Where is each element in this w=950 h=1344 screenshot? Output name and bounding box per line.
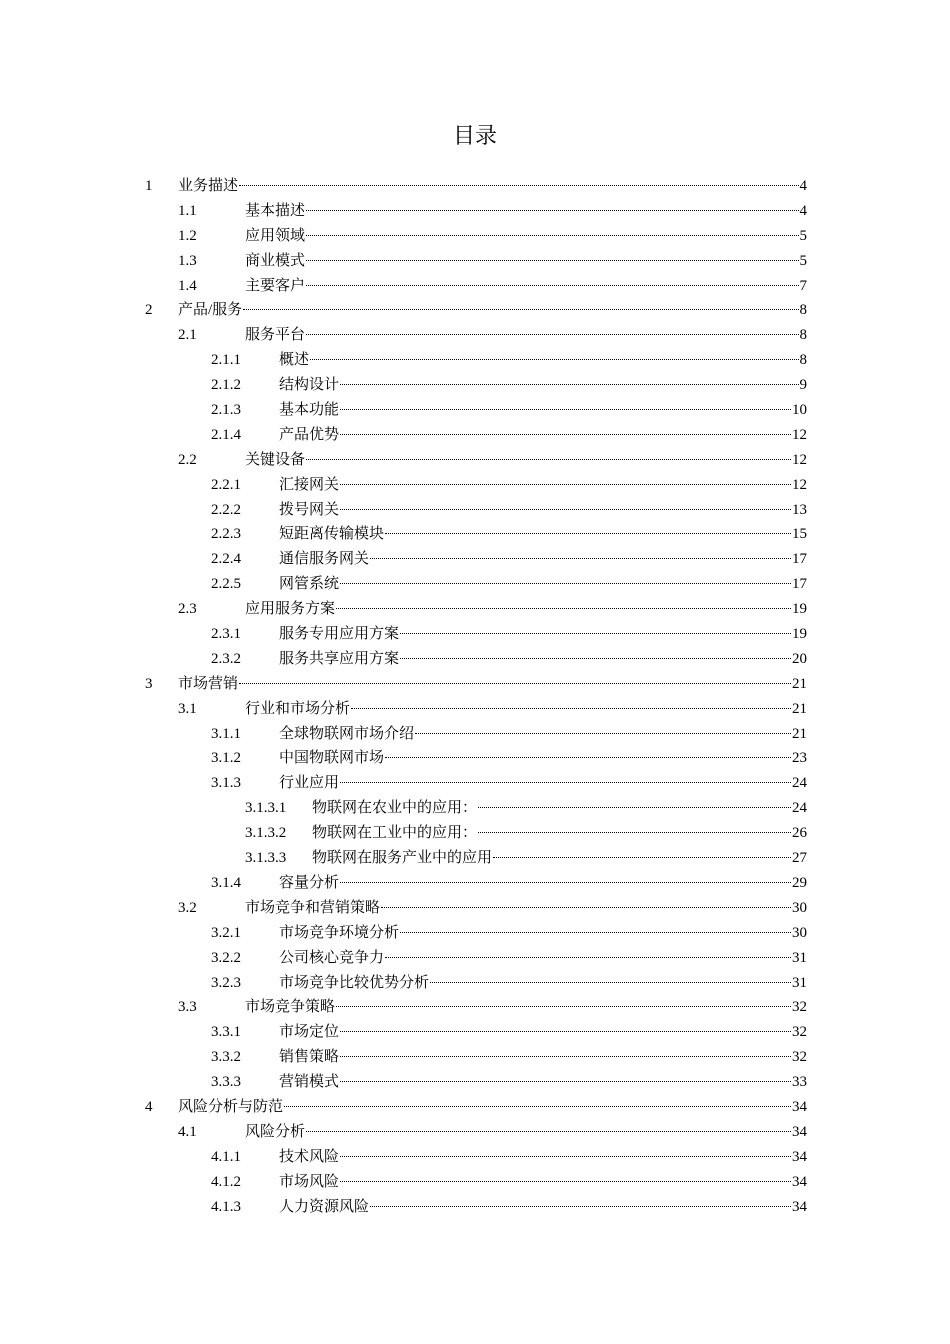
toc-dot-leader — [239, 184, 798, 186]
toc-entry[interactable] — [0, 946, 950, 971]
toc-entry[interactable] — [0, 796, 950, 821]
toc-entry-line — [245, 323, 807, 348]
toc-entry-page: 21 — [792, 675, 807, 692]
toc-entry-number: 2.1.2 — [211, 377, 241, 394]
toc-entry-line — [279, 771, 807, 796]
toc-entry-page: 8 — [799, 352, 807, 369]
toc-dot-leader — [340, 433, 791, 435]
toc-entry-number: 4 — [145, 1098, 153, 1115]
toc-dot-leader — [306, 284, 798, 286]
toc-dot-leader — [340, 1030, 791, 1032]
toc-entry-title: 商业模式 — [245, 252, 306, 269]
toc-entry-title: 拨号网关 — [279, 501, 340, 518]
toc-entry-title: 物联网在工业中的应用： — [312, 825, 478, 842]
toc-entry-page: 9 — [799, 377, 807, 394]
toc-dot-leader — [340, 781, 791, 783]
toc-entry[interactable] — [0, 1170, 950, 1195]
toc-entry-line — [312, 846, 807, 871]
toc-entry-title: 行业应用 — [279, 775, 340, 792]
toc-entry-number: 1 — [145, 178, 153, 194]
toc-entry-page: 15 — [792, 526, 807, 543]
toc-dot-leader — [478, 806, 791, 808]
toc-entry-page: 32 — [792, 1024, 807, 1041]
toc-entry-page: 13 — [792, 501, 807, 518]
toc-entry[interactable] — [0, 1195, 950, 1220]
toc-dot-leader — [306, 333, 798, 335]
toc-entry[interactable] — [0, 846, 950, 871]
toc-entry-title: 市场竞争环境分析 — [279, 924, 400, 941]
toc-dot-leader — [340, 881, 791, 883]
table-of-contents — [0, 174, 950, 1219]
toc-entry[interactable] — [0, 697, 950, 722]
toc-entry[interactable] — [0, 1145, 950, 1170]
toc-entry-page: 12 — [792, 426, 807, 443]
toc-entry-number: 2.3 — [178, 601, 197, 618]
toc-entry-page: 24 — [792, 775, 807, 792]
toc-entry[interactable] — [0, 323, 950, 348]
toc-entry-title: 应用服务方案 — [245, 601, 336, 618]
toc-entry-number: 2.1.3 — [211, 402, 241, 419]
toc-entry-line — [279, 373, 807, 398]
toc-entry-title: 风险分析 — [245, 1123, 306, 1140]
toc-entry-title: 产品优势 — [279, 426, 340, 443]
toc-title: 目录 — [452, 123, 497, 148]
toc-dot-leader — [284, 1105, 791, 1107]
toc-entry-page: 10 — [792, 402, 807, 419]
toc-entry-line — [245, 249, 807, 274]
toc-entry-page: 30 — [792, 924, 807, 941]
toc-dot-leader — [370, 557, 791, 559]
toc-entry-page: 32 — [792, 999, 807, 1016]
toc-entry-line — [245, 448, 807, 473]
toc-entry-line — [245, 896, 807, 921]
toc-entry-number: 3.1.3 — [211, 775, 241, 792]
toc-entry-page: 31 — [792, 974, 807, 991]
toc-entry-title: 服务平台 — [245, 327, 306, 344]
toc-entry-number: 2.2 — [178, 451, 197, 468]
toc-entry-line — [279, 722, 807, 747]
toc-entry-title: 物联网在农业中的应用： — [312, 800, 478, 817]
toc-entry-page: 4 — [799, 178, 807, 194]
toc-entry-line — [279, 946, 807, 971]
toc-entry-number: 4.1.3 — [211, 1198, 241, 1215]
toc-dot-leader — [306, 209, 798, 211]
toc-entry[interactable] — [0, 1070, 950, 1095]
toc-entry-title: 主要客户 — [245, 277, 306, 294]
toc-entry-number: 3.3 — [178, 999, 197, 1016]
toc-entry-title: 技术风险 — [279, 1148, 340, 1165]
toc-entry-title: 服务专用应用方案 — [279, 626, 400, 643]
toc-entry-page: 31 — [792, 949, 807, 966]
toc-entry[interactable] — [0, 423, 950, 448]
toc-entry-title: 营销模式 — [279, 1074, 340, 1091]
toc-dot-leader — [340, 483, 791, 485]
toc-entry-number: 2.2.3 — [211, 526, 241, 543]
toc-entry-number: 3.1.3.2 — [245, 825, 287, 842]
toc-entry-page: 34 — [792, 1098, 807, 1115]
toc-entry-page: 33 — [792, 1074, 807, 1091]
toc-dot-leader — [306, 259, 798, 261]
toc-entry-line — [279, 547, 807, 572]
toc-entry[interactable] — [0, 921, 950, 946]
toc-dot-leader — [340, 408, 791, 410]
toc-entry-page: 12 — [792, 451, 807, 468]
toc-entry-number: 2.1 — [178, 327, 197, 344]
toc-entry-number: 2.1.1 — [211, 352, 241, 369]
toc-entry[interactable] — [0, 522, 950, 547]
toc-entry[interactable] — [0, 896, 950, 921]
toc-entry-number: 3.1.2 — [211, 750, 241, 767]
toc-entry[interactable] — [0, 572, 950, 597]
toc-entry-line — [279, 572, 807, 597]
toc-entry[interactable] — [0, 971, 950, 996]
toc-entry-number: 3.3.3 — [211, 1074, 241, 1091]
toc-entry-title: 物联网在服务产业中的应用 — [312, 850, 493, 867]
toc-dot-leader — [381, 906, 791, 908]
toc-entry-page: 4 — [799, 202, 807, 219]
toc-entry-page: 34 — [792, 1148, 807, 1165]
toc-entry[interactable] — [0, 298, 950, 323]
toc-entry-number: 2.2.5 — [211, 576, 241, 593]
toc-entry-title: 市场竞争和营销策略 — [245, 899, 381, 916]
toc-entry-page: 5 — [799, 227, 807, 244]
toc-entry-page: 8 — [799, 327, 807, 344]
toc-entry-title: 风险分析与防范 — [178, 1098, 284, 1115]
toc-entry-title: 人力资源风险 — [279, 1198, 370, 1215]
toc-entry-number: 3.2.3 — [211, 974, 241, 991]
toc-entry[interactable] — [0, 398, 950, 423]
toc-dot-leader — [385, 756, 791, 758]
toc-entry-page: 26 — [792, 825, 807, 842]
toc-entry-number: 3.1.1 — [211, 725, 241, 742]
toc-entry-title: 概述 — [279, 352, 310, 369]
toc-entry-title: 公司核心竞争力 — [279, 949, 385, 966]
toc-entry-line — [245, 995, 807, 1020]
toc-entry-line — [279, 871, 807, 896]
toc-entry-title: 关键设备 — [245, 451, 306, 468]
toc-entry-page: 12 — [792, 476, 807, 493]
toc-entry-line — [245, 199, 807, 224]
toc-dot-leader — [336, 1005, 791, 1007]
toc-entry[interactable] — [0, 722, 950, 747]
toc-entry[interactable] — [0, 373, 950, 398]
toc-dot-leader — [385, 956, 791, 958]
toc-entry[interactable] — [0, 547, 950, 572]
toc-dot-leader — [340, 1080, 791, 1082]
toc-entry-line — [245, 224, 807, 249]
toc-entry-page: 27 — [792, 850, 807, 867]
toc-entry-title: 通信服务网关 — [279, 551, 370, 568]
toc-dot-leader — [340, 383, 798, 385]
toc-entry[interactable] — [0, 1095, 950, 1120]
toc-dot-leader — [415, 732, 791, 734]
toc-entry[interactable] — [0, 647, 950, 672]
toc-entry[interactable] — [0, 995, 950, 1020]
toc-entry-number: 2.1.4 — [211, 426, 241, 443]
toc-entry[interactable] — [0, 622, 950, 647]
toc-entry-title: 短距离传输模块 — [279, 526, 385, 543]
toc-entry-line — [178, 672, 807, 697]
toc-entry-number: 1.2 — [178, 227, 197, 244]
toc-entry[interactable] — [0, 448, 950, 473]
toc-entry-line — [245, 1120, 807, 1145]
toc-dot-leader — [400, 632, 791, 634]
toc-entry-number: 4.1.1 — [211, 1148, 241, 1165]
toc-entry[interactable] — [0, 746, 950, 771]
toc-dot-leader — [478, 831, 791, 833]
toc-entry-number: 3 — [145, 675, 153, 692]
toc-entry[interactable] — [0, 1120, 950, 1145]
toc-entry-title: 汇接网关 — [279, 476, 340, 493]
toc-dot-leader — [340, 1055, 791, 1057]
toc-dot-leader — [370, 1205, 791, 1207]
toc-entry-number: 4.1 — [178, 1123, 197, 1140]
toc-entry-line — [178, 174, 807, 199]
toc-entry-number: 3.3.2 — [211, 1049, 241, 1066]
toc-entry-line — [279, 1195, 807, 1220]
toc-entry-number: 4.1.2 — [211, 1173, 241, 1190]
toc-entry-title: 业务描述 — [178, 178, 239, 194]
toc-entry-line — [279, 921, 807, 946]
toc-dot-leader — [351, 707, 791, 709]
toc-entry[interactable] — [0, 771, 950, 796]
toc-entry-line — [245, 597, 807, 622]
toc-entry-line — [279, 647, 807, 672]
toc-entry-line — [279, 398, 807, 423]
toc-entry-number: 2.3.2 — [211, 650, 241, 667]
toc-entry-number: 3.2.1 — [211, 924, 241, 941]
toc-entry-number: 3.1.3.1 — [245, 800, 287, 817]
toc-entry-page: 20 — [792, 650, 807, 667]
toc-entry-number: 3.3.1 — [211, 1024, 241, 1041]
toc-entry-title: 服务共享应用方案 — [279, 650, 400, 667]
toc-entry-number: 3.1.4 — [211, 874, 241, 891]
toc-entry-title: 销售策略 — [279, 1049, 340, 1066]
toc-entry[interactable] — [0, 224, 950, 249]
toc-entry-line — [279, 1145, 807, 1170]
toc-entry-page: 24 — [792, 800, 807, 817]
toc-entry-line — [245, 697, 807, 722]
toc-entry-number: 3.2 — [178, 899, 197, 916]
toc-entry-number: 2.3.1 — [211, 626, 241, 643]
toc-entry-page: 21 — [792, 700, 807, 717]
toc-dot-leader — [430, 981, 791, 983]
toc-entry-title: 基本描述 — [245, 202, 306, 219]
toc-entry[interactable] — [0, 1020, 950, 1045]
toc-dot-leader — [400, 657, 791, 659]
toc-entry-page: 21 — [792, 725, 807, 742]
toc-dot-leader — [306, 1130, 791, 1132]
toc-entry[interactable] — [0, 348, 950, 373]
toc-entry-title: 全球物联网市场介绍 — [279, 725, 415, 742]
toc-entry-line — [279, 746, 807, 771]
toc-entry[interactable] — [0, 871, 950, 896]
toc-entry[interactable] — [0, 498, 950, 523]
toc-entry-title: 结构设计 — [279, 377, 340, 394]
toc-entry-title: 应用领域 — [245, 227, 306, 244]
toc-entry-page: 19 — [792, 601, 807, 618]
toc-entry-title: 中国物联网市场 — [279, 750, 385, 767]
toc-entry-page: 34 — [792, 1123, 807, 1140]
toc-entry-line — [312, 821, 807, 846]
toc-entry-title: 产品/服务 — [178, 302, 243, 319]
toc-entry-line — [279, 348, 807, 373]
toc-entry-number: 3.1 — [178, 700, 197, 717]
toc-entry-line — [279, 522, 807, 547]
toc-dot-leader — [310, 358, 798, 360]
toc-entry-number: 2.2.4 — [211, 551, 241, 568]
toc-entry-title: 容量分析 — [279, 874, 340, 891]
toc-entry-title: 市场定位 — [279, 1024, 340, 1041]
toc-entry-page: 34 — [792, 1173, 807, 1190]
toc-entry-number: 2.2.1 — [211, 476, 241, 493]
toc-entry-line — [178, 1095, 807, 1120]
toc-dot-leader — [385, 532, 791, 534]
toc-entry-line — [279, 498, 807, 523]
toc-entry-title: 市场风险 — [279, 1173, 340, 1190]
toc-entry-title: 市场竞争策略 — [245, 999, 336, 1016]
toc-entry-title: 行业和市场分析 — [245, 700, 351, 717]
toc-entry-title: 市场竞争比较优势分析 — [279, 974, 430, 991]
toc-dot-leader — [340, 508, 791, 510]
toc-entry-page: 8 — [799, 302, 807, 319]
toc-dot-leader — [493, 856, 791, 858]
toc-entry-page: 29 — [792, 874, 807, 891]
toc-dot-leader — [243, 308, 798, 310]
toc-entry-page: 23 — [792, 750, 807, 767]
toc-entry-page: 5 — [799, 252, 807, 269]
toc-entry-page: 30 — [792, 899, 807, 916]
toc-entry-line — [279, 622, 807, 647]
toc-entry-line — [312, 796, 807, 821]
toc-entry-number: 1.1 — [178, 202, 197, 219]
toc-entry-number: 3.1.3.3 — [245, 850, 287, 867]
toc-entry-line — [279, 473, 807, 498]
toc-dot-leader — [336, 607, 791, 609]
toc-entry-title: 网管系统 — [279, 576, 340, 593]
toc-entry-page: 34 — [792, 1198, 807, 1215]
toc-dot-leader — [239, 682, 791, 684]
toc-entry[interactable] — [0, 249, 950, 274]
toc-entry-page: 7 — [799, 277, 807, 294]
toc-entry-page: 19 — [792, 626, 807, 643]
toc-entry-number: 3.2.2 — [211, 949, 241, 966]
toc-entry-line — [279, 423, 807, 448]
toc-entry[interactable] — [0, 473, 950, 498]
toc-entry-number: 2 — [145, 302, 153, 319]
toc-entry-number: 1.4 — [178, 277, 197, 294]
toc-entry-line — [279, 1020, 807, 1045]
toc-entry-title: 基本功能 — [279, 402, 340, 419]
toc-entry-line — [279, 1070, 807, 1095]
toc-dot-leader — [306, 234, 798, 236]
toc-entry-page: 32 — [792, 1049, 807, 1066]
toc-entry-line — [279, 971, 807, 996]
toc-entry-number: 1.3 — [178, 252, 197, 269]
toc-entry-line — [245, 274, 807, 299]
toc-dot-leader — [340, 1180, 791, 1182]
toc-dot-leader — [306, 458, 791, 460]
toc-entry[interactable] — [0, 199, 950, 224]
toc-entry-line — [279, 1170, 807, 1195]
toc-entry[interactable] — [0, 672, 950, 697]
toc-dot-leader — [400, 931, 791, 933]
toc-entry-number: 2.2.2 — [211, 501, 241, 518]
toc-entry[interactable] — [0, 274, 950, 299]
toc-entry[interactable] — [0, 597, 950, 622]
toc-entry[interactable] — [0, 821, 950, 846]
toc-entry[interactable] — [0, 1045, 950, 1070]
toc-entry-title: 市场营销 — [178, 675, 239, 692]
toc-entry[interactable] — [0, 174, 950, 199]
toc-entry-page: 17 — [792, 576, 807, 593]
toc-entry-page: 17 — [792, 551, 807, 568]
toc-dot-leader — [340, 582, 791, 584]
toc-entry-line — [178, 298, 807, 323]
toc-dot-leader — [340, 1155, 791, 1157]
toc-entry-line — [279, 1045, 807, 1070]
